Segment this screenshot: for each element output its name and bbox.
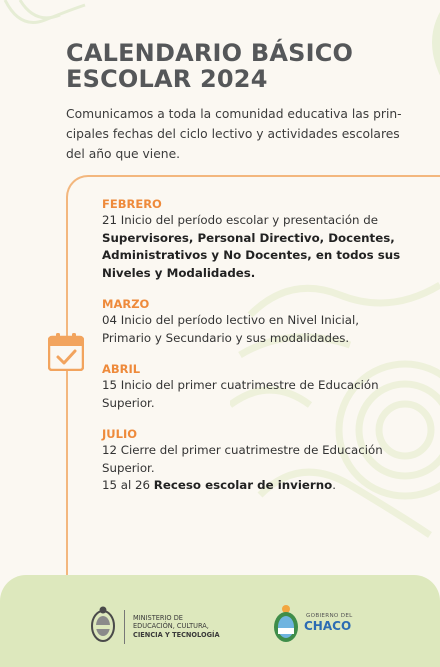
event-line: 15 Inicio del primer cuatrimestre de Educación [102,378,379,392]
event-febrero [102,196,402,282]
ministry-line-1: MINISTERIO DE [133,614,183,622]
ministry-line-3: CIENCIA Y TECNOLOGÍA [133,630,220,639]
event-line [102,247,402,265]
calendar-check-icon [48,333,84,371]
month-label: ABRIL [102,362,141,376]
event-line: Superior. [102,395,155,410]
title-line-1: CALENDARIO BÁSICO [66,39,354,67]
event-line [102,265,402,283]
event-line-suffix: . [332,478,336,492]
intro-line-3: del año que viene. [66,147,181,161]
ministry-name [133,614,220,639]
title-line-2: ESCOLAR 2024 [66,65,268,93]
event-marzo [102,296,402,347]
intro-line-1: Comunicamos a toda la comunidad educativa las prin- [66,107,402,121]
event-line: 12 Cierre del primer cuatrimestre de Educación [102,443,383,457]
event-line-prefix: 15 al 26 [102,478,154,492]
gobierno-label: GOBIERNO DEL [306,613,353,619]
intro-line-2: cipales fechas del ciclo lectivo y actividades escolares [66,127,400,141]
month-label: FEBRERO [102,197,162,211]
events-list [102,196,402,509]
event-line: Primario y Secundario y sus modalidades. [102,330,350,345]
event-line [102,230,402,248]
event-line: Superior. [102,460,155,475]
footer-divider [124,610,125,644]
footer-band [0,575,440,667]
event-line-bold: Administrativos y No Docentes, en todos sus [102,248,401,262]
month-label: MARZO [102,297,150,311]
decorative-swirl-top-left [0,0,120,40]
event-abril [102,361,402,412]
chaco-label: CHACO [304,619,352,633]
intro-text [66,104,426,164]
event-line-bold: Supervisores, Personal Directivo, Docentes, [102,230,395,245]
event-line: 04 Inicio del período lectivo en Nivel Inicial, [102,313,360,327]
event-line-bold: Niveles y Modalidades. [102,265,256,280]
event-julio [102,426,402,495]
event-line [102,477,402,495]
page-title [66,40,426,92]
ministry-line-2: EDUCACIÓN, CULTURA, [133,622,209,631]
event-line-bold: Receso escolar de invierno [153,478,333,492]
event-line: 21 Inicio del período escolar y presentación de [102,213,379,227]
month-label: JULIO [102,427,137,441]
